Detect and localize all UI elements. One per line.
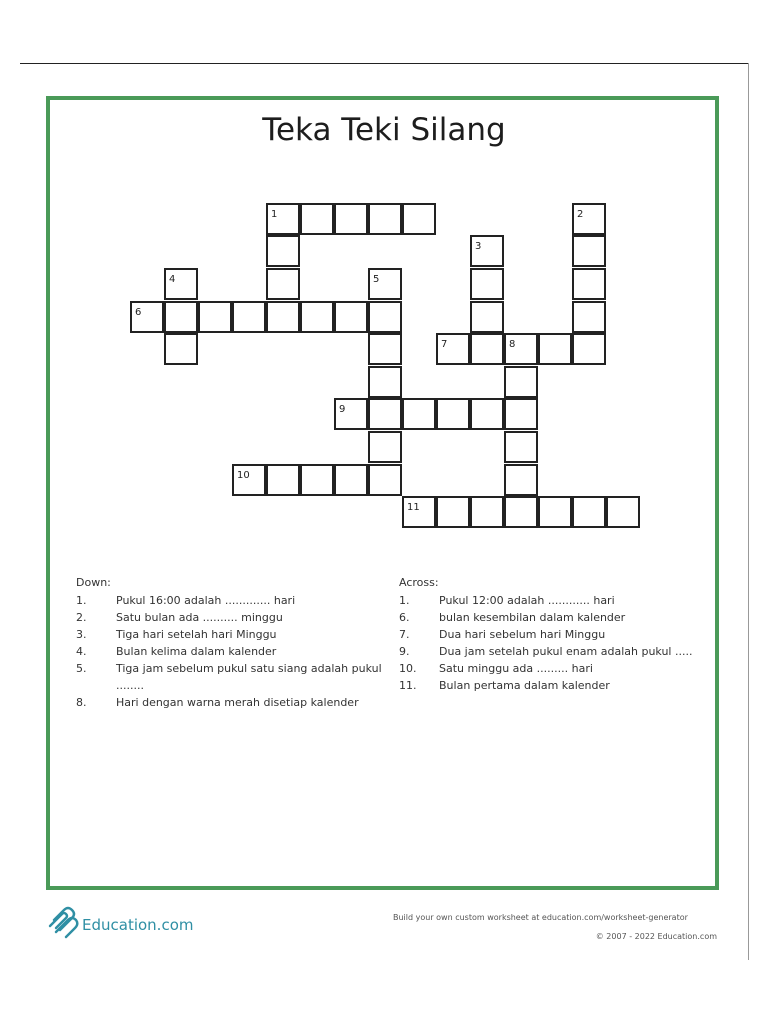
across-clue: [399, 677, 709, 694]
down-clues: [76, 576, 386, 711]
across-clue: [399, 643, 709, 660]
crossword-cell[interactable]: [300, 464, 334, 496]
clue-num: 7.: [399, 628, 410, 641]
crossword-cell[interactable]: [198, 301, 232, 333]
crossword-cell[interactable]: [572, 496, 606, 528]
clue-text: Dua hari sebelum hari Minggu: [439, 628, 606, 641]
crossword-cell[interactable]: [572, 301, 606, 333]
clue-number: 5: [373, 274, 380, 285]
crossword-cell[interactable]: [368, 366, 402, 398]
clue-num: 9.: [399, 645, 410, 658]
crossword-cell[interactable]: [164, 301, 198, 333]
clue-number: 11: [407, 502, 420, 514]
down-clue: [76, 660, 386, 694]
across-clue: [399, 626, 709, 643]
crossword-cell[interactable]: [266, 301, 300, 333]
crossword-cell[interactable]: [368, 398, 402, 430]
crossword-cell[interactable]: [130, 301, 164, 333]
clue-text: Bulan pertama dalam kalender: [439, 679, 610, 692]
clue-number: 9: [339, 404, 346, 416]
across-clue: [399, 609, 709, 626]
clue-text: Tiga hari setelah hari Minggu: [116, 628, 277, 641]
clue-num: 1.: [76, 594, 87, 607]
crossword-cell[interactable]: [368, 301, 402, 333]
clue-num: 4.: [76, 645, 87, 658]
crossword-cell[interactable]: [470, 235, 504, 267]
crossword-cell[interactable]: [470, 268, 504, 300]
down-clue: [76, 626, 386, 643]
crossword-cell[interactable]: [266, 268, 300, 300]
clue-number: 8: [509, 339, 516, 351]
crossword-cell[interactable]: [334, 301, 368, 333]
crossword-cell[interactable]: [232, 301, 266, 333]
crossword-cell[interactable]: [368, 268, 402, 300]
footer-copyright: © 2007 - 2022 Education.com: [595, 932, 717, 941]
down-heading: Down:: [76, 576, 111, 589]
clue-num: 3.: [76, 628, 87, 641]
down-clue: [76, 592, 386, 609]
crossword-cell[interactable]: [572, 333, 606, 365]
clue-text: Pukul 16:00 adalah ............. hari: [116, 594, 296, 607]
crossword-cell[interactable]: [334, 464, 368, 496]
crossword-cell[interactable]: [470, 496, 504, 528]
brand-name: Education.com: [82, 916, 194, 934]
crossword-cell[interactable]: [164, 333, 198, 365]
crossword-cell[interactable]: [402, 496, 436, 528]
down-clue: [76, 643, 386, 660]
crossword-cell[interactable]: [368, 431, 402, 463]
clue-text: Tiga jam sebelum pukul satu siang adalah pukul ........: [116, 662, 382, 692]
crossword-cell[interactable]: [300, 203, 334, 235]
across-clue: [399, 592, 709, 609]
crossword-cell[interactable]: [572, 203, 606, 235]
crossword-cell[interactable]: [436, 496, 470, 528]
clue-number: 2: [577, 208, 584, 220]
page-title: Teka Teki Silang: [262, 112, 506, 148]
clue-number: 4: [169, 274, 176, 285]
crossword-cell[interactable]: [504, 431, 538, 463]
crossword-cell[interactable]: [572, 268, 606, 300]
crossword-cell[interactable]: [402, 398, 436, 430]
crossword-cell[interactable]: [334, 203, 368, 235]
clue-text: Dua jam setelah pukul enam adalah pukul .....: [439, 645, 693, 658]
clue-text: bulan kesembilan dalam kalender: [439, 611, 626, 624]
crossword-cell[interactable]: [538, 333, 572, 365]
crossword-cell[interactable]: [572, 235, 606, 267]
crossword-cell[interactable]: [402, 203, 436, 235]
clue-number: 3: [475, 241, 482, 253]
across-clues: [399, 576, 709, 694]
across-clue: [399, 660, 709, 677]
top-divider: [20, 63, 749, 64]
education-logo[interactable]: [46, 906, 193, 944]
clue-number: 6: [135, 306, 142, 318]
crossword-cell[interactable]: [232, 464, 266, 496]
crossword-cell[interactable]: [300, 301, 334, 333]
clue-text: Satu bulan ada .......... minggu: [116, 611, 283, 624]
crossword-cell[interactable]: [504, 333, 538, 365]
paperclip-logo-icon: [46, 906, 80, 944]
clue-number: 1: [271, 208, 278, 220]
crossword-cell[interactable]: [606, 496, 640, 528]
crossword-cell[interactable]: [436, 333, 470, 365]
clue-num: 1.: [399, 594, 410, 607]
footer-generator-text: Build your own custom worksheet at education.com/worksheet-generator: [393, 913, 688, 922]
crossword-cell[interactable]: [266, 235, 300, 267]
down-clue: [76, 609, 386, 626]
crossword-cell[interactable]: [538, 496, 572, 528]
right-divider: [748, 63, 749, 960]
crossword-cell[interactable]: [266, 203, 300, 235]
clue-num: 2.: [76, 611, 87, 624]
down-clue-list: [76, 592, 386, 711]
crossword-cell[interactable]: [470, 333, 504, 365]
crossword-cell[interactable]: [368, 464, 402, 496]
crossword-cell[interactable]: [504, 366, 538, 398]
crossword-cell[interactable]: [164, 268, 198, 300]
crossword-cell[interactable]: [368, 333, 402, 365]
clue-num: 11.: [399, 679, 417, 692]
clue-num: 8.: [76, 696, 87, 709]
crossword-cell[interactable]: [334, 398, 368, 430]
crossword-cell[interactable]: [504, 398, 538, 430]
clue-text: Hari dengan warna merah disetiap kalender: [116, 696, 359, 709]
across-clue-list: [399, 592, 709, 694]
clue-number: 7: [441, 339, 448, 351]
clue-num: 6.: [399, 611, 410, 624]
clue-num: 10.: [399, 662, 417, 675]
clue-num: 5.: [76, 662, 87, 675]
crossword-cell[interactable]: [436, 398, 470, 430]
crossword-cell[interactable]: [504, 496, 538, 528]
crossword-cell[interactable]: [470, 398, 504, 430]
crossword-cell[interactable]: [266, 464, 300, 496]
crossword-cell[interactable]: [504, 464, 538, 496]
clue-number: 10: [237, 469, 250, 481]
clue-text: Satu minggu ada ......... hari: [439, 662, 593, 675]
down-clue: [76, 694, 386, 711]
crossword-cell[interactable]: [470, 301, 504, 333]
clue-text: Bulan kelima dalam kalender: [116, 645, 277, 658]
across-heading: Across:: [399, 576, 439, 589]
crossword-cell[interactable]: [368, 203, 402, 235]
clue-text: Pukul 12:00 adalah ............ hari: [439, 594, 615, 607]
